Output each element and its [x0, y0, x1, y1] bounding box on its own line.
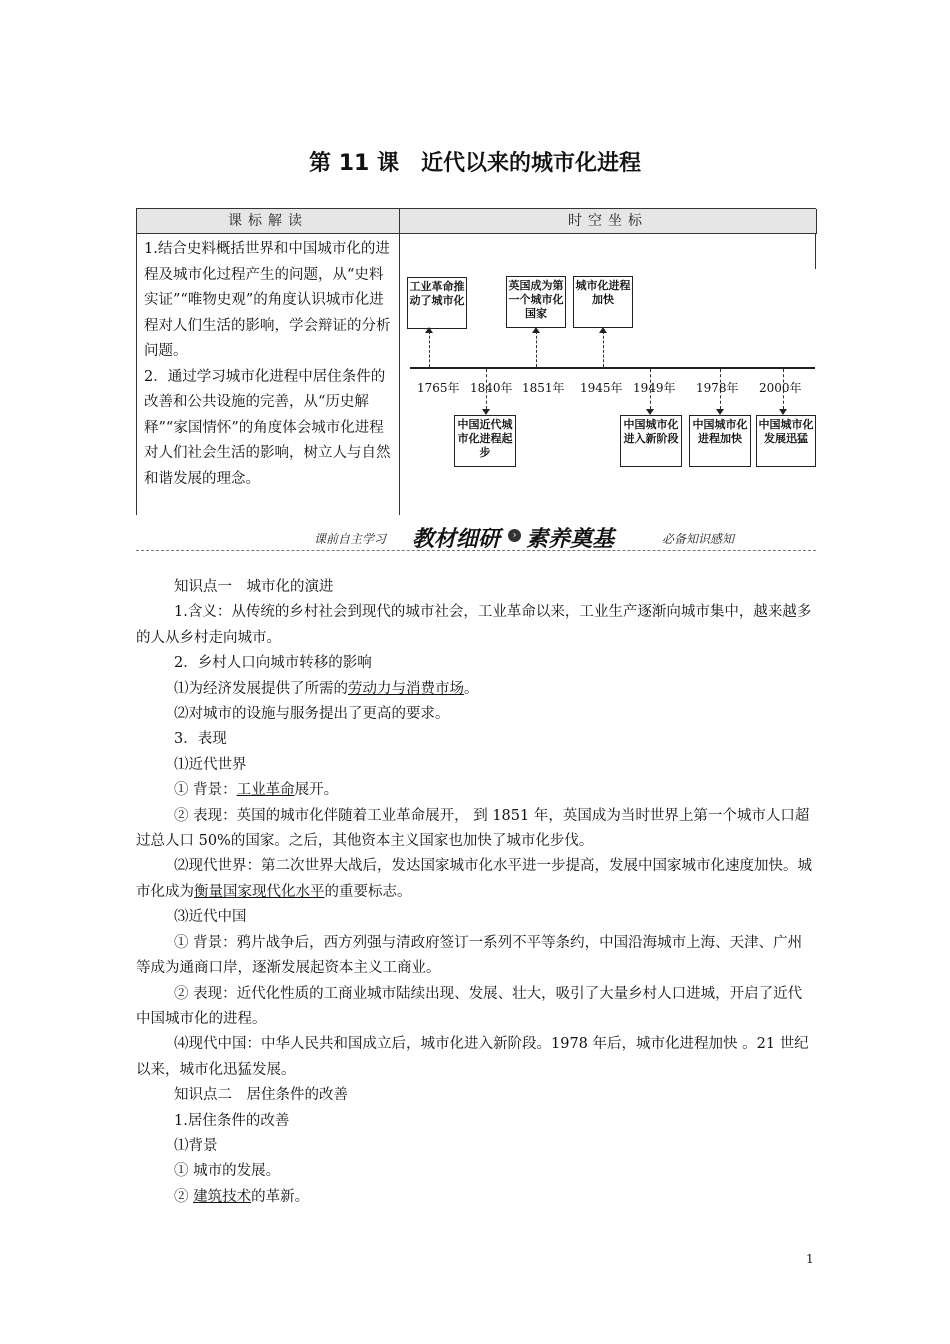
arrow-right-icon: ›	[508, 529, 521, 542]
banner-right-label: 必备知识感知	[662, 532, 735, 546]
paragraph: ⑵对城市的设施与服务提出了更高的要求。	[174, 706, 450, 723]
paragraph	[136, 1185, 816, 1210]
banner-main-1: 教材细研	[412, 527, 501, 552]
arrow-up-icon	[599, 327, 607, 333]
event-box-britain-first: 英国成为第一个城市化国家	[506, 276, 566, 328]
event-box-china-accelerate: 中国城市化进程加快	[689, 415, 751, 467]
underlined-term: 工业革命	[236, 782, 295, 799]
table-divider	[399, 233, 400, 515]
timeline-axis	[410, 367, 815, 369]
connector-1945	[603, 331, 604, 367]
paragraph: ① 城市的发展。	[174, 1163, 281, 1180]
paragraph: ② 表现：近代化性质的工商业城市陆续出现、发展、壮大，吸引了大量乡村人口进城，开启了近代中国城市化的进程。	[136, 985, 803, 1027]
paragraph	[136, 778, 816, 803]
year-label: 1945年	[580, 381, 623, 395]
table-header-timeline: 时空坐标	[399, 209, 817, 234]
underlined-term: 建筑技术	[193, 1188, 252, 1205]
text: ① 背景：	[174, 782, 237, 799]
text: 。	[464, 680, 479, 697]
event-box-china-modern-start: 中国近代城市化进程起步	[454, 415, 516, 467]
event-box-industrial-revolution: 工业革命推动了城市化	[407, 277, 467, 329]
paragraph: ② 表现：英国的城市化伴随着工业革命展开， 到 1851 年，英国成为当时世界上第一个城市人口超过总人口 50%的国家。之后，其他资本主义国家也加快了城市化步伐。	[136, 807, 810, 850]
section-banner	[136, 520, 816, 558]
banner-main-2: 素养奠基	[526, 527, 615, 552]
page-title: 第 11 课 近代以来的城市化进程	[309, 151, 641, 176]
table-header-objectives: 课标解读	[136, 209, 399, 234]
curriculum-objectives	[144, 237, 394, 492]
year-label: 1765年	[417, 381, 460, 395]
paragraph	[136, 854, 816, 905]
table-border-left	[136, 233, 137, 515]
lesson-overview-table	[136, 208, 816, 515]
page-number: 1	[806, 1252, 814, 1266]
underlined-term: 衡量国家现代化水平	[194, 883, 325, 900]
arrow-up-icon	[425, 327, 433, 333]
paragraph	[136, 677, 816, 702]
text: ⑵现代世界：第二次世界大战后，发达国家城市化水平进一步提高，发展中国家城市化速度加快。城市化成为	[136, 858, 812, 900]
event-box-china-new-stage: 中国城市化进入新阶段	[620, 415, 682, 467]
objective-1: 1.结合史料概括世界和中国城市化的进程及城市化过程产生的问题，从“史料实证”“唯物史观”的角度认识城市化进程对人们生活的影响，学会辩证的分析问题。	[144, 241, 391, 359]
paragraph: 3．表现	[174, 731, 227, 748]
year-label: 2000年	[759, 381, 802, 395]
lesson-content	[136, 575, 816, 1210]
knowledge-heading-1: 知识点一 城市化的演进	[174, 579, 334, 595]
paragraph: 1.含义：从传统的乡村社会到现代的城市社会，工业革命以来，工业生产逐渐向城市集中，越来越多的人从乡村走向城市。	[136, 604, 812, 646]
underlined-term: 劳动力与消费市场	[348, 680, 464, 697]
event-box-china-rapid: 中国城市化发展迅猛	[756, 415, 816, 467]
paragraph: ⑷现代中国：中华人民共和国成立后，城市化进入新阶段。1978 年后，城市化进程加快 。21 世纪以来，城市化迅猛发展。	[136, 1036, 809, 1078]
text: ⑴为经济发展提供了所需的	[174, 680, 348, 697]
year-label: 1949年	[633, 381, 676, 395]
year-label: 1840年	[470, 381, 513, 395]
event-box-acceleration: 城市化进程加快	[573, 276, 633, 328]
connector-1851	[536, 331, 537, 367]
banner-left-label: 课前自主学习	[314, 532, 387, 546]
text: 的革新。	[251, 1188, 310, 1205]
table-border-right	[815, 233, 816, 269]
arrow-up-icon	[532, 327, 540, 333]
year-label: 1851年	[522, 381, 565, 395]
paragraph: 2．乡村人口向城市转移的影响	[174, 655, 372, 672]
paragraph: ⑴近代世界	[174, 756, 247, 773]
year-label: 1978年	[696, 381, 739, 395]
paragraph: 1.居住条件的改善	[174, 1112, 290, 1129]
objective-2: 2．通过学习城市化进程中居住条件的改善和公共设施的完善，从“历史解释”“家国情怀”的角度体会城市化进程对人们社会生活的影响，树立人与自然和谐发展的理念。	[144, 368, 391, 487]
paragraph: ① 背景：鸦片战争后，西方列强与清政府签订一系列不平等条约，中国沿海城市上海、天津、广州等成为通商口岸，逐渐发展起资本主义工商业。	[136, 934, 803, 977]
text: ②	[174, 1188, 194, 1205]
text: 的重要标志。	[324, 883, 412, 900]
knowledge-heading-2: 知识点二 居住条件的改善	[174, 1087, 348, 1104]
text: 展开。	[294, 782, 339, 799]
connector-1765	[429, 331, 430, 367]
paragraph: ⑴背景	[174, 1137, 218, 1154]
paragraph: ⑶近代中国	[174, 909, 247, 926]
